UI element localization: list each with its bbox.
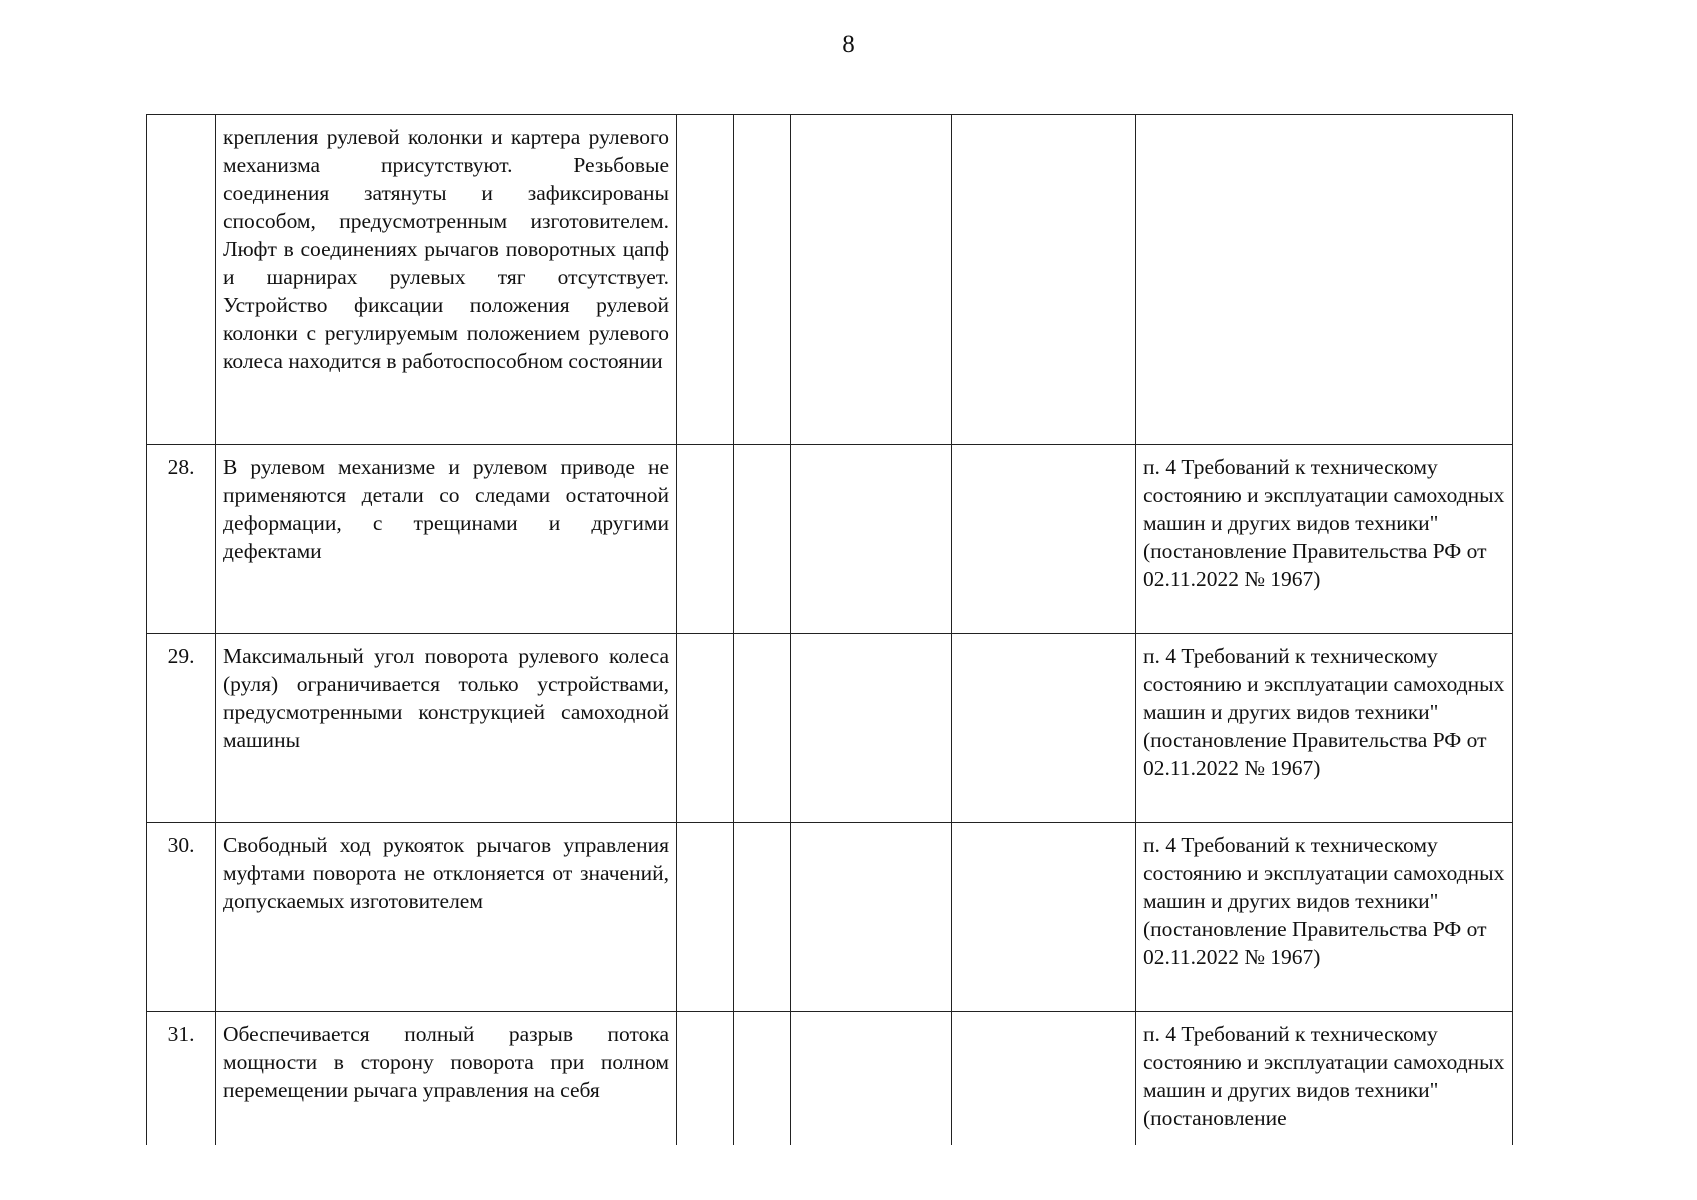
answer-yes-cell: [677, 115, 734, 445]
answer-yes-cell: [677, 823, 734, 1012]
table-row: [147, 634, 1513, 823]
answer-yes-cell: [677, 634, 734, 823]
note-cell: [952, 1012, 1136, 1145]
answer-yes-cell: [677, 1012, 734, 1145]
table-row: [147, 445, 1513, 634]
requirement-text: Максимальный угол поворота рулевого колеса (руля) ограничивается только устройствами, предусмотренными конструкцией самоходной машины: [216, 634, 677, 823]
note-cell: [952, 823, 1136, 1012]
answer-no-cell: [734, 115, 791, 445]
legal-reference: п. 4 Требований к техническому состоянию и эксплуатации самоходных машин и других видов техники" (постановление Правительства РФ от 02.11.2022 № 1967): [1136, 445, 1513, 634]
note-cell: [952, 445, 1136, 634]
table-row: [147, 115, 1513, 445]
legal-reference: [1136, 115, 1513, 445]
answer-no-cell: [734, 634, 791, 823]
note-cell: [952, 115, 1136, 445]
not-applicable-cell: [791, 823, 952, 1012]
not-applicable-cell: [791, 445, 952, 634]
answer-no-cell: [734, 1012, 791, 1145]
table-row: [147, 1012, 1513, 1145]
requirement-text: крепления рулевой колонки и картера рулевого механизма присутствуют. Резьбовые соединения затянуты и зафиксированы способом, предусмотренным изготовителем. Люфт в соединениях рычагов поворотных цапф и шарнирах рулевых тяг отсутствует. Устройство фиксации положения рулевой колонки с регулируемым положением рулевого колеса находится в работоспособном состоянии: [216, 115, 677, 445]
row-number: 29.: [147, 634, 216, 823]
note-cell: [952, 634, 1136, 823]
table-row: [147, 823, 1513, 1012]
legal-reference: п. 4 Требований к техническому состоянию и эксплуатации самоходных машин и других видов техники" (постановление: [1136, 1012, 1513, 1145]
not-applicable-cell: [791, 634, 952, 823]
row-number: 30.: [147, 823, 216, 1012]
requirements-table: [146, 114, 1513, 1145]
not-applicable-cell: [791, 1012, 952, 1145]
not-applicable-cell: [791, 115, 952, 445]
requirement-text: Свободный ход рукояток рычагов управления муфтами поворота не отклоняется от значений, допускаемых изготовителем: [216, 823, 677, 1012]
legal-reference: п. 4 Требований к техническому состоянию и эксплуатации самоходных машин и других видов техники" (постановление Правительства РФ от 02.11.2022 № 1967): [1136, 634, 1513, 823]
requirement-text: В рулевом механизме и рулевом приводе не применяются детали со следами остаточной деформации, с трещинами и другими дефектами: [216, 445, 677, 634]
page-number: 8: [842, 31, 855, 58]
row-number: [147, 115, 216, 445]
answer-no-cell: [734, 823, 791, 1012]
answer-no-cell: [734, 445, 791, 634]
requirement-text: Обеспечивается полный разрыв потока мощности в сторону поворота при полном перемещении рычага управления на себя: [216, 1012, 677, 1145]
answer-yes-cell: [677, 445, 734, 634]
row-number: 28.: [147, 445, 216, 634]
legal-reference: п. 4 Требований к техническому состоянию и эксплуатации самоходных машин и других видов техники" (постановление Правительства РФ от 02.11.2022 № 1967): [1136, 823, 1513, 1012]
row-number: 31.: [147, 1012, 216, 1145]
